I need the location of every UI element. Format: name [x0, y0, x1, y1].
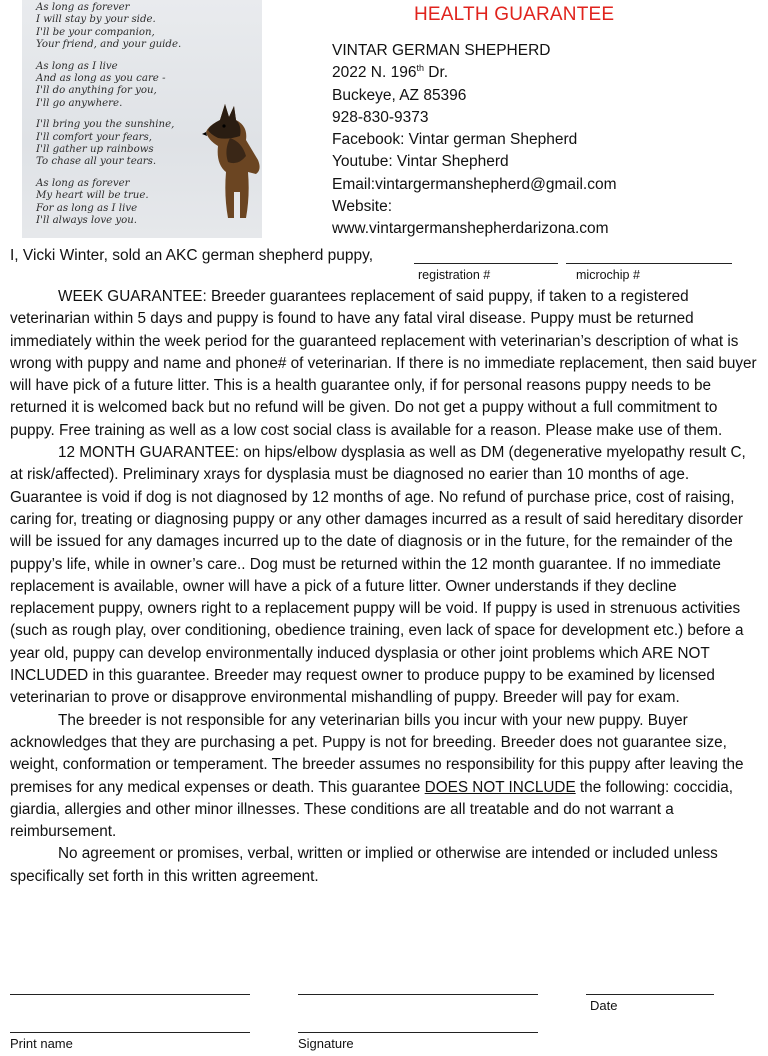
poem-line: Your friend, and your guide. — [36, 39, 182, 51]
poem-line: As long as forever — [36, 177, 130, 189]
poem-line: I'll be your companion, — [36, 26, 155, 38]
poem-line: I'll go anywhere. — [36, 97, 123, 109]
poem-line: My heart will be true. — [36, 190, 149, 202]
poem-line: I'll gather up rainbows — [36, 144, 154, 156]
vet-bills-paragraph — [10, 710, 762, 844]
street-address — [332, 62, 617, 84]
poem-line: As long as I live — [36, 60, 118, 72]
german-shepherd-dog-icon — [198, 100, 262, 220]
facebook-line: Facebook: Vintar german Shepherd — [332, 131, 578, 149]
sale-statement: I, Vicki Winter, sold an AKC german shepherd puppy, — [10, 247, 374, 264]
microchip-blank[interactable] — [566, 263, 732, 264]
email-line: Email:vintargermanshepherd@gmail.com — [332, 175, 617, 193]
signature-line-top-middle[interactable] — [298, 994, 538, 995]
microchip-label: microchip # — [576, 268, 640, 282]
week-guarantee-paragraph: WEEK GUARANTEE: Breeder guarantees replacement of said puppy, if taken to a registered veterinarian within 5 days and puppy is found to have any fatal viral disease. Puppy must be returned immediately within the week period for the guaranteed replacement with veterinarian’s description of what is wrong with puppy and name and phone# of veterinarian. If there is no immediate replacement, then said buyer will have pick of a future litter. This is a health guarantee only, if for personal reasons puppy needs to be returned it is welcomed back but no refund will be given. Do not get a puppy without a full commitment to puppy. Free training as well as a low cost social class is available for a reason. Please make use of them. — [10, 288, 757, 439]
breeder-contact-block — [332, 40, 617, 241]
guarantee-terms — [10, 286, 762, 888]
signature-label: Signature — [298, 1036, 354, 1051]
agreement-paragraph: No agreement or promises, verbal, written or implied or otherwise are intended or included unless specifically set forth in this written agreement. — [10, 845, 718, 885]
website-url: www.vintargermanshepherdarizona.com — [332, 220, 609, 238]
signature-line-top-left[interactable] — [10, 994, 250, 995]
street-ordinal: th — [416, 63, 424, 74]
page-title: HEALTH GUARANTEE — [414, 4, 615, 25]
print-name-label: Print name — [10, 1036, 73, 1051]
vet-bills-text-end: the following: coccidia, giardia, allergies and other minor illnesses. These conditions are all treatable and do not warrant a reimbursement. — [10, 778, 733, 841]
poem-line: As long as forever — [36, 2, 130, 13]
city-state-zip: Buckeye, AZ 85396 — [332, 86, 467, 104]
poem-line: And as long as you care - — [36, 73, 166, 85]
poem-line: For as long as I live — [36, 202, 138, 214]
street-number: 2022 N. 196 — [332, 64, 417, 82]
print-name-line[interactable] — [10, 1032, 250, 1033]
poem-line: I'll do anything for you, — [36, 85, 157, 97]
poem-line: I'll bring you the sunshine, — [36, 119, 175, 131]
poem-stanza-1 — [36, 2, 262, 52]
does-not-include-emphasis: DOES NOT INCLUDE — [424, 778, 576, 796]
signature-line[interactable] — [298, 1032, 538, 1033]
registration-label: registration # — [418, 268, 491, 282]
business-name: VINTAR GERMAN SHEPHERD — [332, 42, 551, 59]
poem-image — [22, 0, 262, 238]
date-line[interactable] — [586, 994, 714, 995]
poem-line: I'll comfort your fears, — [36, 131, 152, 143]
phone-number: 928-830-9373 — [332, 108, 429, 126]
youtube-line: Youtube: Vintar Shepherd — [332, 153, 509, 171]
poem-line: To chase all your tears. — [36, 156, 157, 168]
date-label: Date — [590, 998, 618, 1013]
twelve-month-guarantee-paragraph: 12 MONTH GUARANTEE: on hips/elbow dysplasia as well as DM (degenerative myelopathy result C, at risk/affected). Preliminary xrays for dysplasia must be diagnosed no earier than 10 months of age. Guarantee is void if dog is not diagnosed by 12 months of age. No refund of purchase price, cost of raising, caring for, treating or diagnosing puppy or any other damages incurred as a result of said hereditary disorder will be issued for any damages incurred up to the date of diagnosis or in the future, for the remainder of the puppy’s life, while in owner’s care.. Dog must be returned within the 12 month guarantee. If no immediate replacement is available, owner will have a pick of a future litter. Owner understands if they decline replacement puppy, owners right to a replacement puppy will be void. If puppy is used in strenuous activities (such as rough play, over conditioning, obedience training, even lack of space for development etc.) before a year old, puppy can develop environmentally induced dysplasia or other joint problems which ARE NOT INCLUDED in this guarantee. Breeder may request owner to produce puppy to be examined by licensed veterinarian to prove or disapprove environmental mishandling of puppy. Breeder will pay for exam. — [10, 444, 746, 707]
poem-line: I will stay by your side. — [36, 14, 156, 26]
registration-blank[interactable] — [414, 263, 558, 264]
vet-bills-text: The breeder is not responsible for any veterinarian bills you incur with your new puppy. Buyer acknowledges that they are purchasing a pet. Puppy is not for breeding. Breeder does not guarantee size, weight, conformation or temperament. The breeder assumes no responsibility for this puppy after leaving the premises for any medical expenses or death. This guarantee — [10, 711, 744, 796]
poem-line: I'll always love you. — [36, 215, 138, 227]
website-label: Website: — [332, 198, 393, 216]
street-rest: Dr. — [423, 64, 449, 82]
